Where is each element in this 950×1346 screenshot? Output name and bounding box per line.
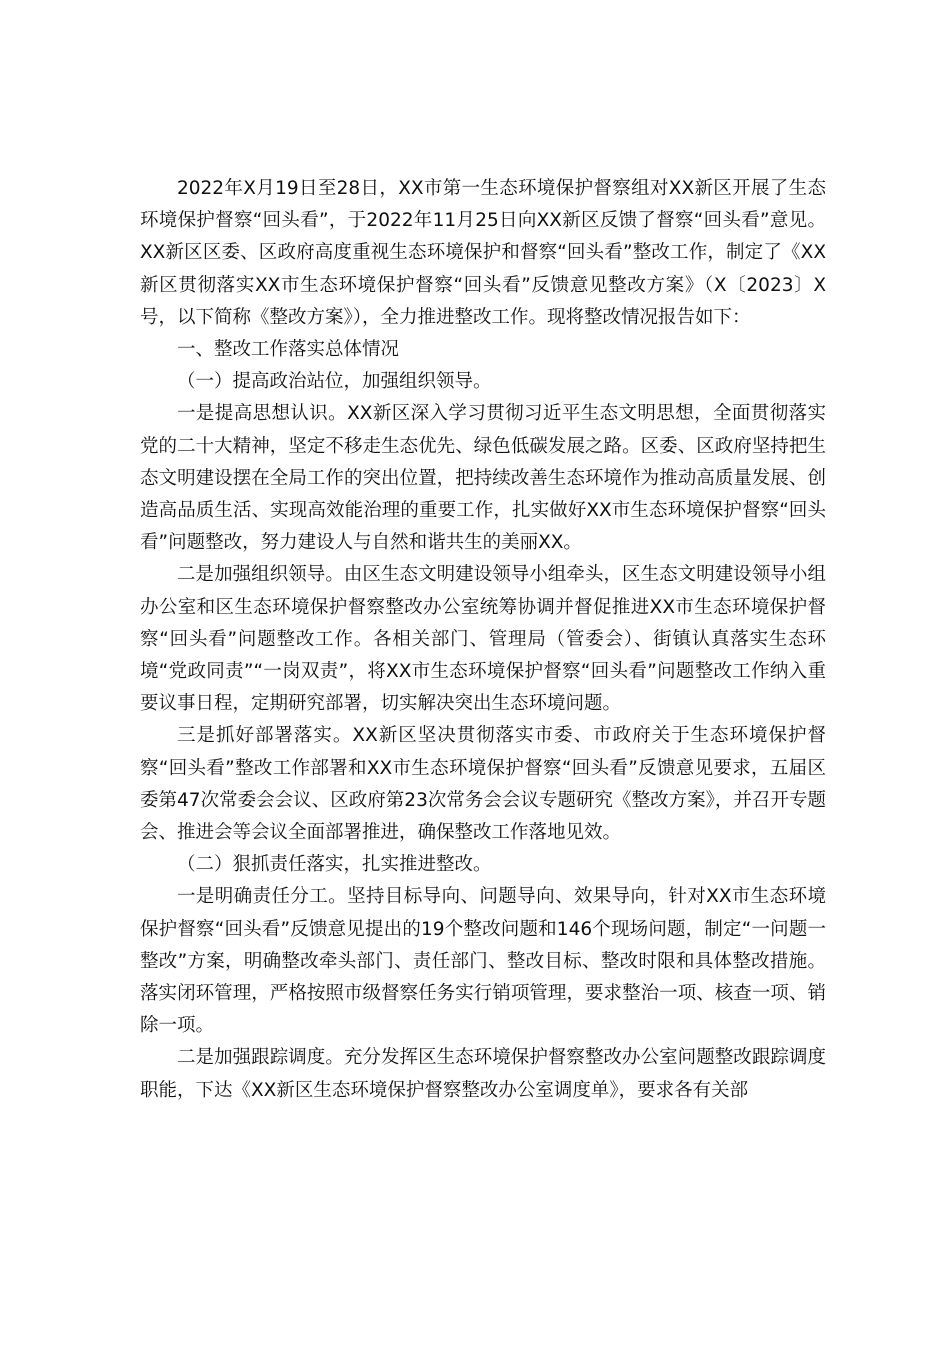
intro-paragraph: 2022年X月19日至28日，XX市第一生态环境保护督察组对XX新区开展了生态环境保护督察“回头看”，于2022年11月25日向XX新区反馈了督察“回头看”意见。XX新区区委、区政府高度重视生态环境保护和督察“回头看”整改工作，制定了《XX新区贯彻落实XX市生态环境保护督察“回头看”反馈意见整改方案》（X〔2023〕X号，以下简称《整改方案》），全力推进整改工作。现将整改情况报告如下： bbox=[140, 178, 826, 328]
paragraph-responsibility: 一是明确责任分工。坚持目标导向、问题导向、效果导向，针对XX市生态环境保护督察“回头看”反馈意见提出的19个整改问题和146个现场问题，制定“一问题一整改”方案，明确整改牵头部门、责任部门、整改目标、整改时限和具体整改措施。落实闭环管理，严格按照市级督察任务实行销项管理，要求整治一项、核查一项、销除一项。 bbox=[140, 886, 826, 1037]
paragraph-thought-awareness: 一是提高思想认识。XX新区深入学习贯彻习近平生态文明思想，全面贯彻落实党的二十大精神，坚定不移走生态优先、绿色低碳发展之路。区委、区政府坚持把生态文明建设摆在全局工作的突出位置，把持续改善生态环境作为推动高质量发展、创造高品质生活、实现高效能治理的重要工作，扎实做好XX市生态环境保护督察“回头看”问题整改，努力建设人与自然和谐共生的美丽XX。 bbox=[140, 403, 826, 554]
document-body bbox=[140, 173, 826, 1107]
subsection-heading-2: （二）狠抓责任落实，扎实推进整改。 bbox=[177, 854, 492, 876]
paragraph-tracking: 二是加强跟踪调度。充分发挥区生态环境保护督察整改办公室问题整改跟踪调度职能，下达《XX新区生态环境保护督察整改办公室调度单》，要求各有关部 bbox=[140, 1047, 826, 1101]
paragraph-deployment: 三是抓好部署落实。XX新区坚决贯彻落实市委、市政府关于生态环境保护督察“回头看”整改工作部署和XX市生态环境保护督察“回头看”反馈意见要求，五届区委第47次常委会会议、区政府第23次常务会会议专题研究《整改方案》，并召开专题会、推进会等会议全面部署推进，确保整改工作落地见效。 bbox=[140, 725, 826, 844]
section-heading-1: 一、整改工作落实总体情况 bbox=[177, 339, 400, 361]
subsection-heading-1: （一）提高政治站位，加强组织领导。 bbox=[177, 371, 492, 393]
paragraph-organization-leadership: 二是加强组织领导。由区生态文明建设领导小组牵头，区生态文明建设领导小组办公室和区生态环境保护督察整改办公室统筹协调并督促推进XX市生态环境保护督察“回头看”问题整改工作。各相关部门、管理局（管委会）、街镇认真落实生态环境“党政同责”“一岗双责”，将XX市生态环境保护督察“回头看”问题整改工作纳入重要议事日程，定期研究部署，切实解决突出生态环境问题。 bbox=[140, 564, 826, 715]
